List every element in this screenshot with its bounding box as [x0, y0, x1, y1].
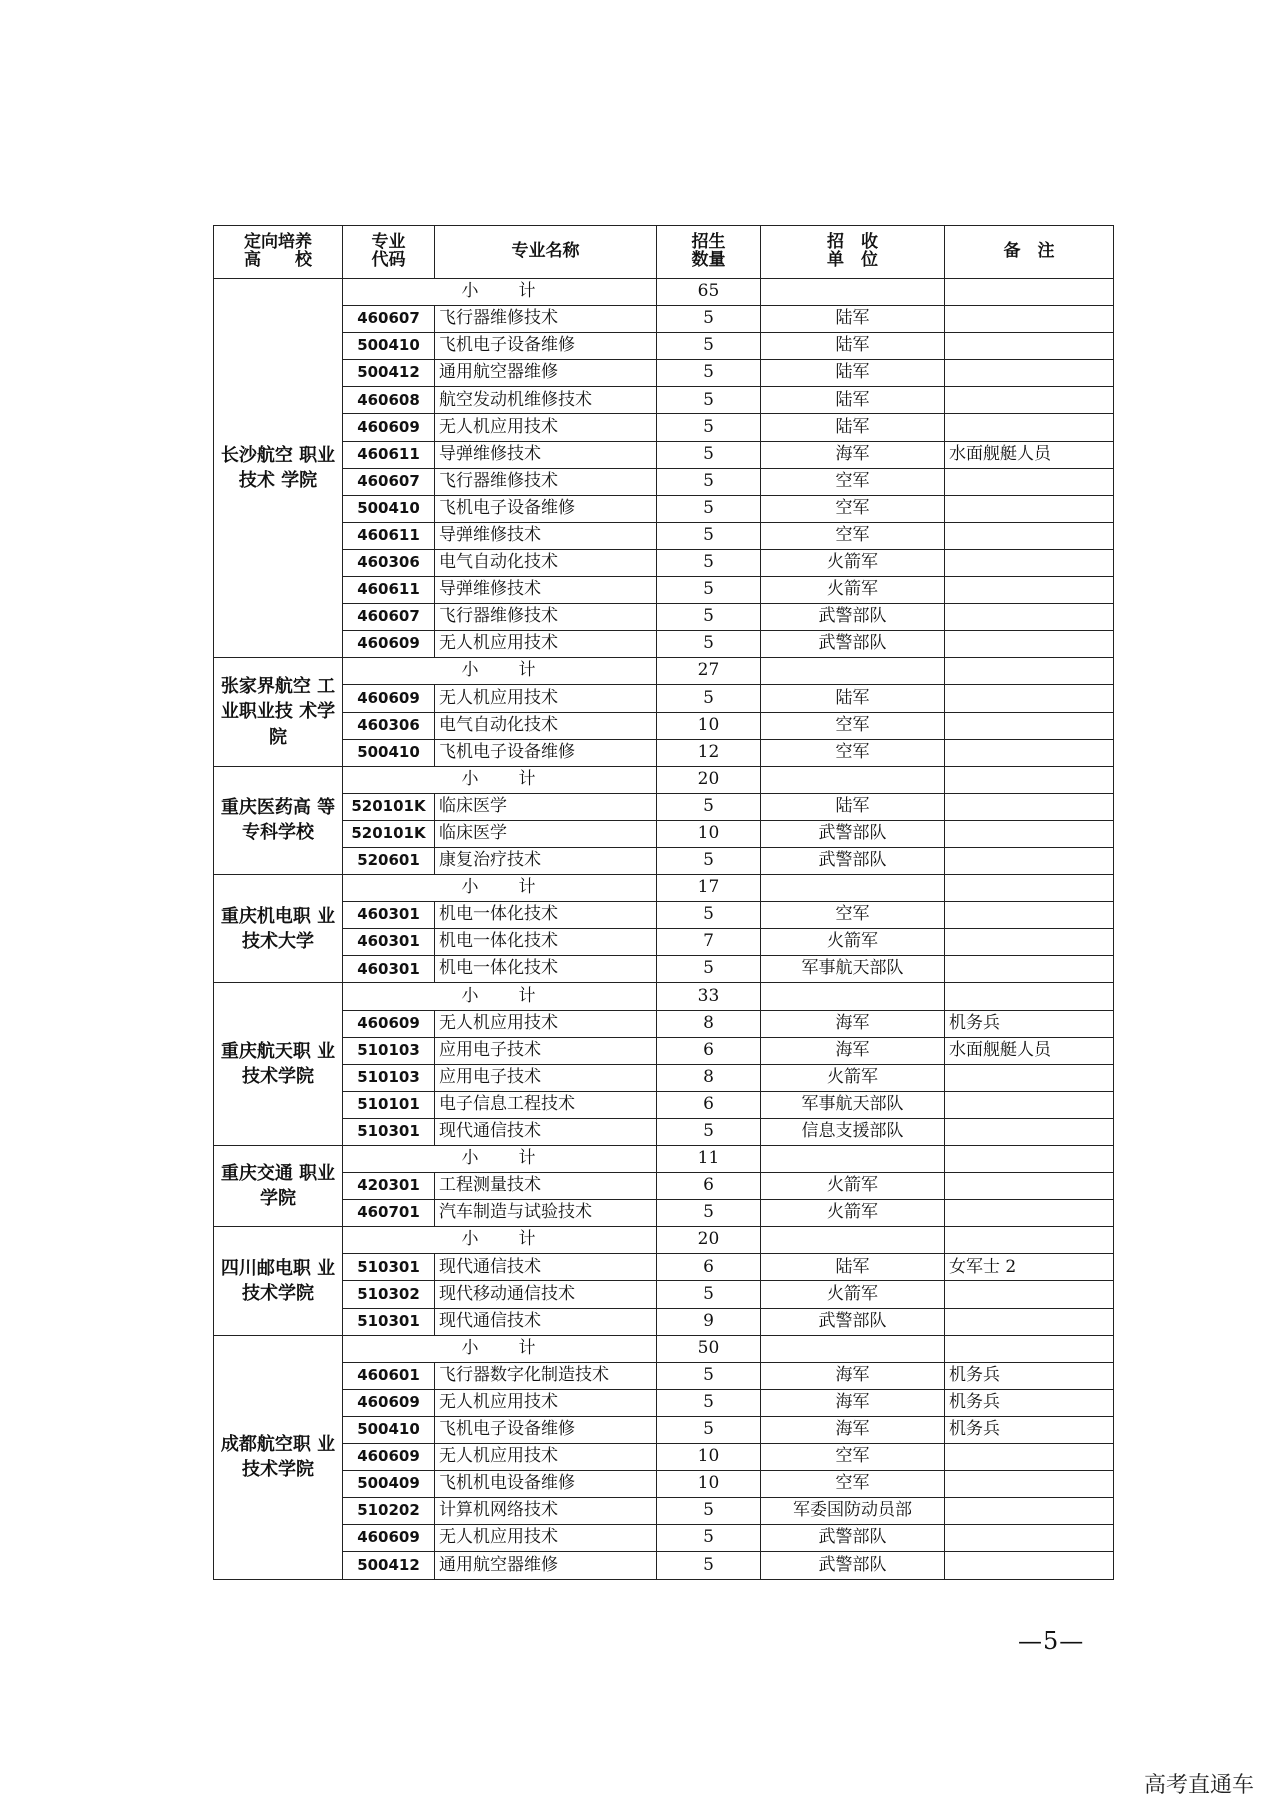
- remark: [945, 1200, 1114, 1227]
- quota-value: 10: [657, 1444, 761, 1471]
- remark: 机务兵: [945, 1362, 1114, 1389]
- quota-value: 5: [657, 685, 761, 712]
- table-row: [214, 495, 1114, 522]
- recruiting-unit: 陆军: [761, 685, 945, 712]
- quota-value: 5: [657, 1525, 761, 1552]
- header-major: 专业名称: [435, 226, 657, 279]
- quota-value: 5: [657, 1389, 761, 1416]
- quota-value: 5: [657, 468, 761, 495]
- quota-value: 5: [657, 333, 761, 360]
- major-name: 现代通信技术: [435, 1254, 657, 1281]
- major-name: 飞行器维修技术: [435, 604, 657, 631]
- remark: [945, 522, 1114, 549]
- school-name: 重庆航天职 业技术学院: [214, 983, 343, 1146]
- major-code: 460609: [343, 1525, 435, 1552]
- major-name: 飞行器维修技术: [435, 306, 657, 333]
- table-row: [214, 522, 1114, 549]
- major-code: 500410: [343, 495, 435, 522]
- remark: [945, 902, 1114, 929]
- major-name: 应用电子技术: [435, 1064, 657, 1091]
- table-row: [214, 1064, 1114, 1091]
- quota-value: 5: [657, 604, 761, 631]
- subtotal-note-empty: [945, 658, 1114, 685]
- subtotal-row: [214, 279, 1114, 306]
- quota-value: 5: [657, 306, 761, 333]
- major-name: 电气自动化技术: [435, 549, 657, 576]
- recruiting-unit: 武警部队: [761, 820, 945, 847]
- table-row: [214, 1173, 1114, 1200]
- major-code: 510301: [343, 1254, 435, 1281]
- recruiting-unit: 空军: [761, 495, 945, 522]
- school-name: 长沙航空 职业技术 学院: [214, 279, 343, 658]
- quota-value: 6: [657, 1037, 761, 1064]
- recruiting-unit: 陆军: [761, 1254, 945, 1281]
- table-row: [214, 1362, 1114, 1389]
- header-code: 专业 代码: [343, 226, 435, 279]
- remark: [945, 1552, 1114, 1579]
- table-row: [214, 1010, 1114, 1037]
- major-code: 460609: [343, 685, 435, 712]
- header-school: 定向培养 高 校: [214, 226, 343, 279]
- remark: [945, 360, 1114, 387]
- quota-value: 7: [657, 929, 761, 956]
- recruiting-unit: 海军: [761, 1010, 945, 1037]
- quota-value: 5: [657, 1362, 761, 1389]
- remark: [945, 631, 1114, 658]
- remark: 水面舰艇人员: [945, 1037, 1114, 1064]
- subtotal-value: 65: [657, 279, 761, 306]
- major-code: 510103: [343, 1064, 435, 1091]
- remark: [945, 1064, 1114, 1091]
- quota-value: 5: [657, 360, 761, 387]
- remark: [945, 549, 1114, 576]
- recruiting-unit: 陆军: [761, 414, 945, 441]
- recruiting-unit: 武警部队: [761, 847, 945, 874]
- recruiting-unit: 陆军: [761, 387, 945, 414]
- major-code: 460609: [343, 631, 435, 658]
- table-row: [214, 1498, 1114, 1525]
- quota-value: 5: [657, 1118, 761, 1145]
- subtotal-note-empty: [945, 279, 1114, 306]
- major-code: 510202: [343, 1498, 435, 1525]
- major-name: 飞机电子设备维修: [435, 739, 657, 766]
- quota-value: 5: [657, 847, 761, 874]
- table-row: [214, 793, 1114, 820]
- table-row: [214, 631, 1114, 658]
- recruiting-unit: 空军: [761, 1444, 945, 1471]
- remark: [945, 1525, 1114, 1552]
- recruiting-unit: 空军: [761, 522, 945, 549]
- major-name: 无人机应用技术: [435, 1444, 657, 1471]
- table-row: [214, 902, 1114, 929]
- school-name: 四川邮电职 业技术学院: [214, 1227, 343, 1335]
- major-code: 510103: [343, 1037, 435, 1064]
- major-code: 510301: [343, 1308, 435, 1335]
- table-row: [214, 929, 1114, 956]
- table-row: [214, 387, 1114, 414]
- major-name: 临床医学: [435, 793, 657, 820]
- subtotal-note-empty: [945, 875, 1114, 902]
- table-row: [214, 1525, 1114, 1552]
- header-quota: 招生 数量: [657, 226, 761, 279]
- major-code: 460607: [343, 306, 435, 333]
- quota-value: 5: [657, 549, 761, 576]
- major-code: 460301: [343, 902, 435, 929]
- remark: [945, 414, 1114, 441]
- major-name: 电气自动化技术: [435, 712, 657, 739]
- remark: [945, 793, 1114, 820]
- major-name: 飞机电子设备维修: [435, 1416, 657, 1443]
- recruiting-unit: 火箭军: [761, 1200, 945, 1227]
- major-name: 飞行器维修技术: [435, 468, 657, 495]
- remark: 水面舰艇人员: [945, 441, 1114, 468]
- recruiting-unit: 空军: [761, 468, 945, 495]
- recruiting-unit: 信息支援部队: [761, 1118, 945, 1145]
- major-name: 工程测量技术: [435, 1173, 657, 1200]
- recruiting-unit: 陆军: [761, 793, 945, 820]
- remark: [945, 333, 1114, 360]
- recruiting-unit: 武警部队: [761, 604, 945, 631]
- subtotal-label: 小 计: [343, 1335, 657, 1362]
- remark: [945, 1498, 1114, 1525]
- major-name: 无人机应用技术: [435, 685, 657, 712]
- table-row: [214, 1389, 1114, 1416]
- major-code: 460611: [343, 577, 435, 604]
- table-row: [214, 1281, 1114, 1308]
- recruiting-unit: 火箭军: [761, 577, 945, 604]
- header-note: 备 注: [945, 226, 1114, 279]
- table-row: [214, 1200, 1114, 1227]
- remark: 女军士 2: [945, 1254, 1114, 1281]
- major-code: 510301: [343, 1118, 435, 1145]
- subtotal-value: 50: [657, 1335, 761, 1362]
- remark: [945, 1118, 1114, 1145]
- recruiting-unit: 海军: [761, 1037, 945, 1064]
- remark: [945, 604, 1114, 631]
- major-name: 飞机机电设备维修: [435, 1471, 657, 1498]
- major-code: 460701: [343, 1200, 435, 1227]
- table-row: [214, 549, 1114, 576]
- remark: [945, 1281, 1114, 1308]
- table-row: [214, 685, 1114, 712]
- subtotal-row: [214, 1227, 1114, 1254]
- table-row: [214, 1091, 1114, 1118]
- recruiting-unit: 火箭军: [761, 1173, 945, 1200]
- table-row: [214, 1118, 1114, 1145]
- major-code: 460601: [343, 1362, 435, 1389]
- quota-value: 5: [657, 1416, 761, 1443]
- major-name: 飞行器数字化制造技术: [435, 1362, 657, 1389]
- subtotal-note-empty: [945, 1227, 1114, 1254]
- quota-value: 5: [657, 414, 761, 441]
- subtotal-value: 20: [657, 1227, 761, 1254]
- quota-value: 5: [657, 1552, 761, 1579]
- recruiting-unit: 空军: [761, 1471, 945, 1498]
- major-code: 460609: [343, 1389, 435, 1416]
- major-code: 500409: [343, 1471, 435, 1498]
- remark: [945, 1091, 1114, 1118]
- quota-value: 5: [657, 441, 761, 468]
- quota-value: 6: [657, 1254, 761, 1281]
- recruiting-unit: 火箭军: [761, 929, 945, 956]
- subtotal-note-empty: [945, 1335, 1114, 1362]
- subtotal-unit-empty: [761, 1146, 945, 1173]
- recruiting-unit: 军事航天部队: [761, 956, 945, 983]
- quota-value: 10: [657, 712, 761, 739]
- major-name: 机电一体化技术: [435, 956, 657, 983]
- major-name: 现代通信技术: [435, 1118, 657, 1145]
- quota-value: 5: [657, 1200, 761, 1227]
- subtotal-label: 小 计: [343, 1227, 657, 1254]
- remark: [945, 685, 1114, 712]
- recruiting-unit: 空军: [761, 712, 945, 739]
- remark: [945, 820, 1114, 847]
- major-code: 510101: [343, 1091, 435, 1118]
- recruiting-unit: 武警部队: [761, 1525, 945, 1552]
- remark: [945, 712, 1114, 739]
- quota-value: 5: [657, 956, 761, 983]
- table-row: [214, 468, 1114, 495]
- subtotal-row: [214, 875, 1114, 902]
- major-name: 无人机应用技术: [435, 414, 657, 441]
- major-name: 临床医学: [435, 820, 657, 847]
- major-name: 导弹维修技术: [435, 522, 657, 549]
- major-code: 420301: [343, 1173, 435, 1200]
- table-row: [214, 1416, 1114, 1443]
- major-name: 无人机应用技术: [435, 1389, 657, 1416]
- major-code: 460608: [343, 387, 435, 414]
- major-name: 汽车制造与试验技术: [435, 1200, 657, 1227]
- table-row: [214, 712, 1114, 739]
- recruiting-unit: 陆军: [761, 360, 945, 387]
- recruiting-unit: 陆军: [761, 333, 945, 360]
- table-row: [214, 1471, 1114, 1498]
- major-code: 460611: [343, 441, 435, 468]
- major-name: 康复治疗技术: [435, 847, 657, 874]
- school-name: 张家界航空 工业职业技 术学院: [214, 658, 343, 766]
- subtotal-unit-empty: [761, 875, 945, 902]
- subtotal-row: [214, 983, 1114, 1010]
- recruiting-unit: 陆军: [761, 306, 945, 333]
- major-name: 计算机网络技术: [435, 1498, 657, 1525]
- table-row: [214, 441, 1114, 468]
- major-code: 460611: [343, 522, 435, 549]
- remark: [945, 847, 1114, 874]
- major-name: 无人机应用技术: [435, 1010, 657, 1037]
- major-name: 航空发动机维修技术: [435, 387, 657, 414]
- subtotal-row: [214, 1146, 1114, 1173]
- table-header-row: [214, 226, 1114, 279]
- quota-value: 5: [657, 522, 761, 549]
- subtotal-value: 11: [657, 1146, 761, 1173]
- remark: [945, 495, 1114, 522]
- major-code: 460306: [343, 549, 435, 576]
- recruiting-unit: 海军: [761, 1416, 945, 1443]
- recruiting-unit: 武警部队: [761, 631, 945, 658]
- remark: 机务兵: [945, 1010, 1114, 1037]
- table-row: [214, 956, 1114, 983]
- recruiting-unit: 军事航天部队: [761, 1091, 945, 1118]
- recruiting-unit: 火箭军: [761, 1064, 945, 1091]
- table-row: [214, 360, 1114, 387]
- recruiting-unit: 武警部队: [761, 1552, 945, 1579]
- table-row: [214, 847, 1114, 874]
- page-number: —5—: [1018, 1627, 1085, 1655]
- subtotal-row: [214, 658, 1114, 685]
- subtotal-unit-empty: [761, 983, 945, 1010]
- major-code: 500410: [343, 739, 435, 766]
- subtotal-value: 27: [657, 658, 761, 685]
- subtotal-note-empty: [945, 766, 1114, 793]
- major-name: 导弹维修技术: [435, 577, 657, 604]
- subtotal-label: 小 计: [343, 766, 657, 793]
- major-name: 机电一体化技术: [435, 902, 657, 929]
- table-row: [214, 577, 1114, 604]
- major-code: 460609: [343, 1010, 435, 1037]
- school-name: 重庆医药高 等专科学校: [214, 766, 343, 874]
- table-row: [214, 820, 1114, 847]
- subtotal-value: 33: [657, 983, 761, 1010]
- table-body: [214, 279, 1114, 1580]
- major-code: 510302: [343, 1281, 435, 1308]
- major-code: 460301: [343, 929, 435, 956]
- major-name: 通用航空器维修: [435, 1552, 657, 1579]
- table-row: [214, 1308, 1114, 1335]
- major-code: 460609: [343, 1444, 435, 1471]
- major-name: 无人机应用技术: [435, 631, 657, 658]
- remark: [945, 929, 1114, 956]
- watermark-text: 高考直通车: [1143, 1773, 1254, 1798]
- remark: [945, 956, 1114, 983]
- quota-value: 10: [657, 820, 761, 847]
- remark: [945, 1471, 1114, 1498]
- subtotal-label: 小 计: [343, 983, 657, 1010]
- quota-value: 9: [657, 1308, 761, 1335]
- major-code: 520101K: [343, 793, 435, 820]
- recruiting-unit: 空军: [761, 739, 945, 766]
- subtotal-row: [214, 1335, 1114, 1362]
- major-name: 应用电子技术: [435, 1037, 657, 1064]
- recruiting-unit: 火箭军: [761, 549, 945, 576]
- remark: [945, 739, 1114, 766]
- remark: [945, 1308, 1114, 1335]
- recruiting-unit: 武警部队: [761, 1308, 945, 1335]
- quota-value: 5: [657, 387, 761, 414]
- major-name: 机电一体化技术: [435, 929, 657, 956]
- school-name: 重庆交通 职业学院: [214, 1146, 343, 1227]
- quota-value: 5: [657, 631, 761, 658]
- subtotal-label: 小 计: [343, 279, 657, 306]
- remark: [945, 577, 1114, 604]
- recruiting-unit: 军委国防动员部: [761, 1498, 945, 1525]
- major-code: 460609: [343, 414, 435, 441]
- table-row: [214, 1037, 1114, 1064]
- quota-value: 6: [657, 1173, 761, 1200]
- subtotal-unit-empty: [761, 658, 945, 685]
- subtotal-unit-empty: [761, 1335, 945, 1362]
- major-code: 500412: [343, 360, 435, 387]
- recruiting-unit: 海军: [761, 1389, 945, 1416]
- quota-value: 5: [657, 1281, 761, 1308]
- major-code: 460301: [343, 956, 435, 983]
- major-code: 500410: [343, 333, 435, 360]
- major-code: 460607: [343, 468, 435, 495]
- recruiting-unit: 空军: [761, 902, 945, 929]
- major-name: 现代通信技术: [435, 1308, 657, 1335]
- recruiting-unit: 火箭军: [761, 1281, 945, 1308]
- quota-value: 6: [657, 1091, 761, 1118]
- school-name: 成都航空职 业技术学院: [214, 1335, 343, 1579]
- remark: [945, 1173, 1114, 1200]
- subtotal-unit-empty: [761, 1227, 945, 1254]
- subtotal-value: 17: [657, 875, 761, 902]
- major-code: 460306: [343, 712, 435, 739]
- subtotal-unit-empty: [761, 766, 945, 793]
- remark: [945, 468, 1114, 495]
- recruitment-table: [213, 225, 1114, 1580]
- subtotal-note-empty: [945, 983, 1114, 1010]
- quota-value: 5: [657, 495, 761, 522]
- major-code: 520601: [343, 847, 435, 874]
- major-name: 现代移动通信技术: [435, 1281, 657, 1308]
- major-name: 飞机电子设备维修: [435, 333, 657, 360]
- subtotal-value: 20: [657, 766, 761, 793]
- quota-value: 8: [657, 1064, 761, 1091]
- table-row: [214, 1552, 1114, 1579]
- subtotal-label: 小 计: [343, 1146, 657, 1173]
- remark: 机务兵: [945, 1416, 1114, 1443]
- table-row: [214, 739, 1114, 766]
- subtotal-note-empty: [945, 1146, 1114, 1173]
- school-name: 重庆机电职 业技术大学: [214, 875, 343, 983]
- major-code: 520101K: [343, 820, 435, 847]
- subtotal-label: 小 计: [343, 658, 657, 685]
- quota-value: 10: [657, 1471, 761, 1498]
- table-row: [214, 306, 1114, 333]
- major-name: 通用航空器维修: [435, 360, 657, 387]
- quota-value: 5: [657, 577, 761, 604]
- major-name: 导弹维修技术: [435, 441, 657, 468]
- quota-value: 5: [657, 793, 761, 820]
- major-name: 电子信息工程技术: [435, 1091, 657, 1118]
- recruiting-unit: 海军: [761, 441, 945, 468]
- subtotal-row: [214, 766, 1114, 793]
- major-code: 500412: [343, 1552, 435, 1579]
- remark: [945, 387, 1114, 414]
- table-row: [214, 604, 1114, 631]
- major-code: 500410: [343, 1416, 435, 1443]
- quota-value: 8: [657, 1010, 761, 1037]
- table-row: [214, 333, 1114, 360]
- remark: 机务兵: [945, 1389, 1114, 1416]
- major-name: 无人机应用技术: [435, 1525, 657, 1552]
- major-code: 460607: [343, 604, 435, 631]
- table-row: [214, 1254, 1114, 1281]
- header-unit: 招 收 单 位: [761, 226, 945, 279]
- major-name: 飞机电子设备维修: [435, 495, 657, 522]
- quota-value: 12: [657, 739, 761, 766]
- table-row: [214, 1444, 1114, 1471]
- quota-value: 5: [657, 1498, 761, 1525]
- remark: [945, 306, 1114, 333]
- subtotal-label: 小 计: [343, 875, 657, 902]
- subtotal-unit-empty: [761, 279, 945, 306]
- recruiting-unit: 海军: [761, 1362, 945, 1389]
- quota-value: 5: [657, 902, 761, 929]
- table-row: [214, 414, 1114, 441]
- remark: [945, 1444, 1114, 1471]
